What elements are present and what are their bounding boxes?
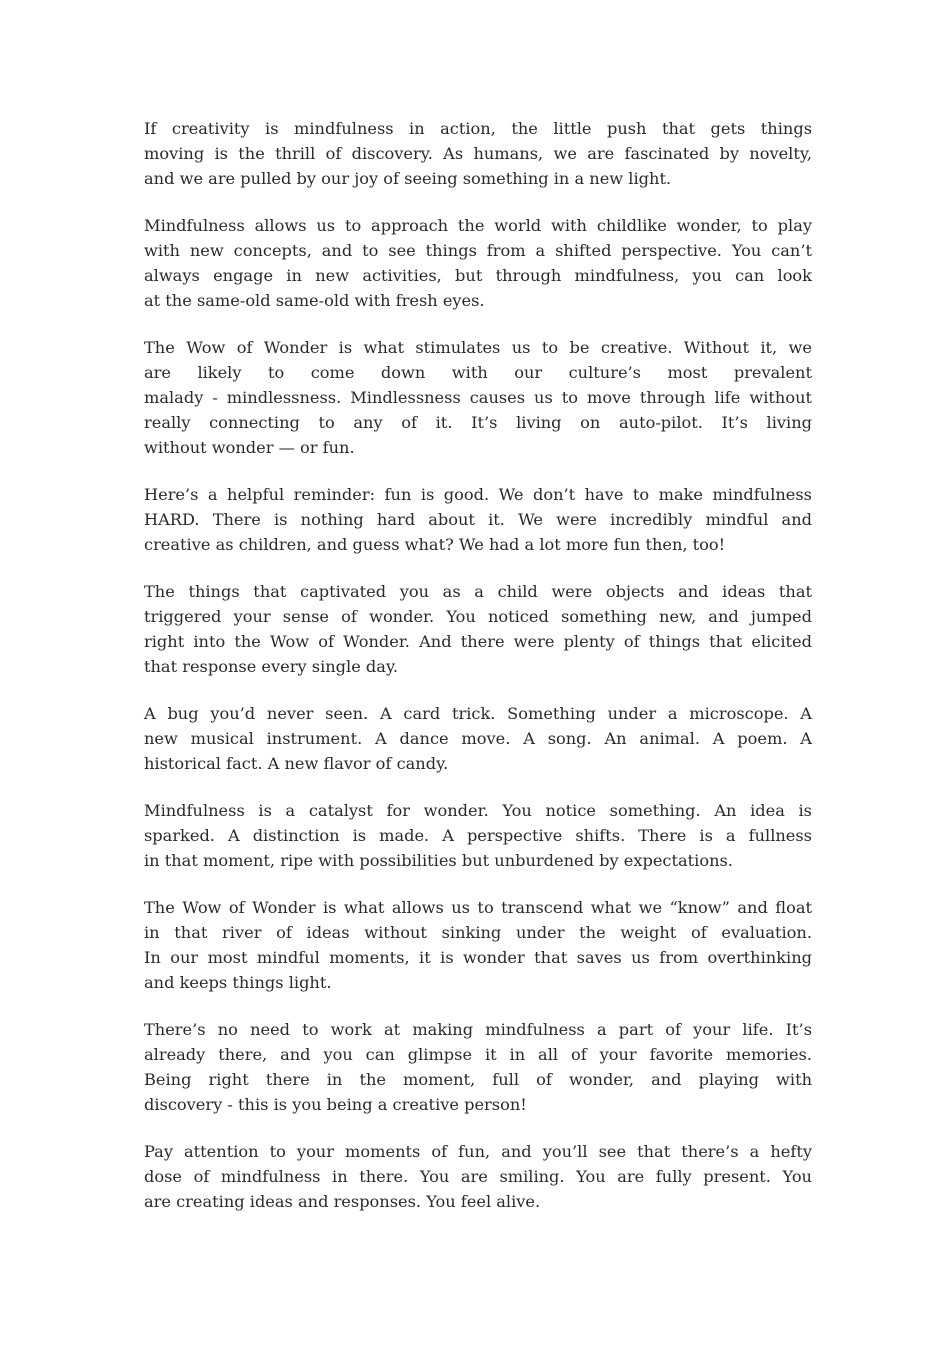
paragraph [144, 701, 812, 776]
text-line: The Wow of Wonder is what stimulates us to be creative. Without it, we [144, 338, 812, 357]
text-line: Being right there in the moment, full of wonder, and playing with [144, 1070, 812, 1089]
text-line: in that river of ideas without sinking under the weight of evaluation. [144, 923, 812, 942]
text-line: sparked. A distinction is made. A perspective shifts. There is a fullness [144, 826, 812, 845]
text-line: A bug you’d never seen. A card trick. Something under a microscope. A [144, 704, 812, 723]
text-line: The Wow of Wonder is what allows us to transcend what we “know” and float [144, 898, 812, 917]
text-line: really connecting to any of it. It’s living on auto-pilot. It’s living [144, 413, 812, 432]
text-line: triggered your sense of wonder. You noticed something new, and jumped [144, 607, 812, 626]
text-line: at the same-old same-old with fresh eyes. [144, 291, 485, 310]
paragraph [144, 1139, 812, 1214]
text-line: without wonder — or fun. [144, 438, 355, 457]
text-line: moving is the thrill of discovery. As humans, we are fascinated by novelty, [144, 144, 812, 163]
text-line: HARD. There is nothing hard about it. We were incredibly mindful and [144, 510, 812, 529]
paragraph [144, 1017, 812, 1117]
text-line: Mindfulness allows us to approach the world with childlike wonder, to play [144, 216, 812, 235]
text-line: right into the Wow of Wonder. And there were plenty of things that elicited [144, 632, 812, 651]
text-line: already there, and you can glimpse it in all of your favorite memories. [144, 1045, 812, 1064]
paragraph [144, 482, 812, 557]
text-line: malady - mindlessness. Mindlessness causes us to move through life without [144, 388, 812, 407]
text-line: dose of mindfulness in there. You are smiling. You are fully present. You [144, 1167, 812, 1186]
text-line: historical fact. A new flavor of candy. [144, 754, 449, 773]
text-line: in that moment, ripe with possibilities but unburdened by expectations. [144, 851, 733, 870]
text-line: Here’s a helpful reminder: fun is good. We don’t have to make mindfulness [144, 485, 812, 504]
text-line: that response every single day. [144, 657, 399, 676]
text-line: always engage in new activities, but through mindfulness, you can look [144, 266, 812, 285]
text-line: Pay attention to your moments of fun, and you’ll see that there’s a hefty [144, 1142, 812, 1161]
body-text [144, 116, 812, 1236]
text-line: and keeps things light. [144, 973, 332, 992]
text-line: and we are pulled by our joy of seeing something in a new light. [144, 169, 672, 188]
paragraph [144, 335, 812, 460]
paragraph [144, 579, 812, 679]
text-line: new musical instrument. A dance move. A song. An animal. A poem. A [144, 729, 812, 748]
paragraph [144, 116, 812, 191]
text-line: If creativity is mindfulness in action, the little push that gets things [144, 119, 812, 138]
text-line: discovery - this is you being a creative person! [144, 1095, 527, 1114]
text-line: creative as children, and guess what? We had a lot more fun then, too! [144, 535, 726, 554]
text-line: are likely to come down with our culture’s most prevalent [144, 363, 812, 382]
text-line: In our most mindful moments, it is wonder that saves us from overthinking [144, 948, 812, 967]
paragraph [144, 798, 812, 873]
text-line: with new concepts, and to see things from a shifted perspective. You can’t [144, 241, 812, 260]
text-line: There’s no need to work at making mindfulness a part of your life. It’s [144, 1020, 812, 1039]
text-line: are creating ideas and responses. You feel alive. [144, 1192, 541, 1211]
text-line: Mindfulness is a catalyst for wonder. You notice something. An idea is [144, 801, 812, 820]
paragraph [144, 895, 812, 995]
paragraph [144, 213, 812, 313]
text-line: The things that captivated you as a child were objects and ideas that [144, 582, 812, 601]
